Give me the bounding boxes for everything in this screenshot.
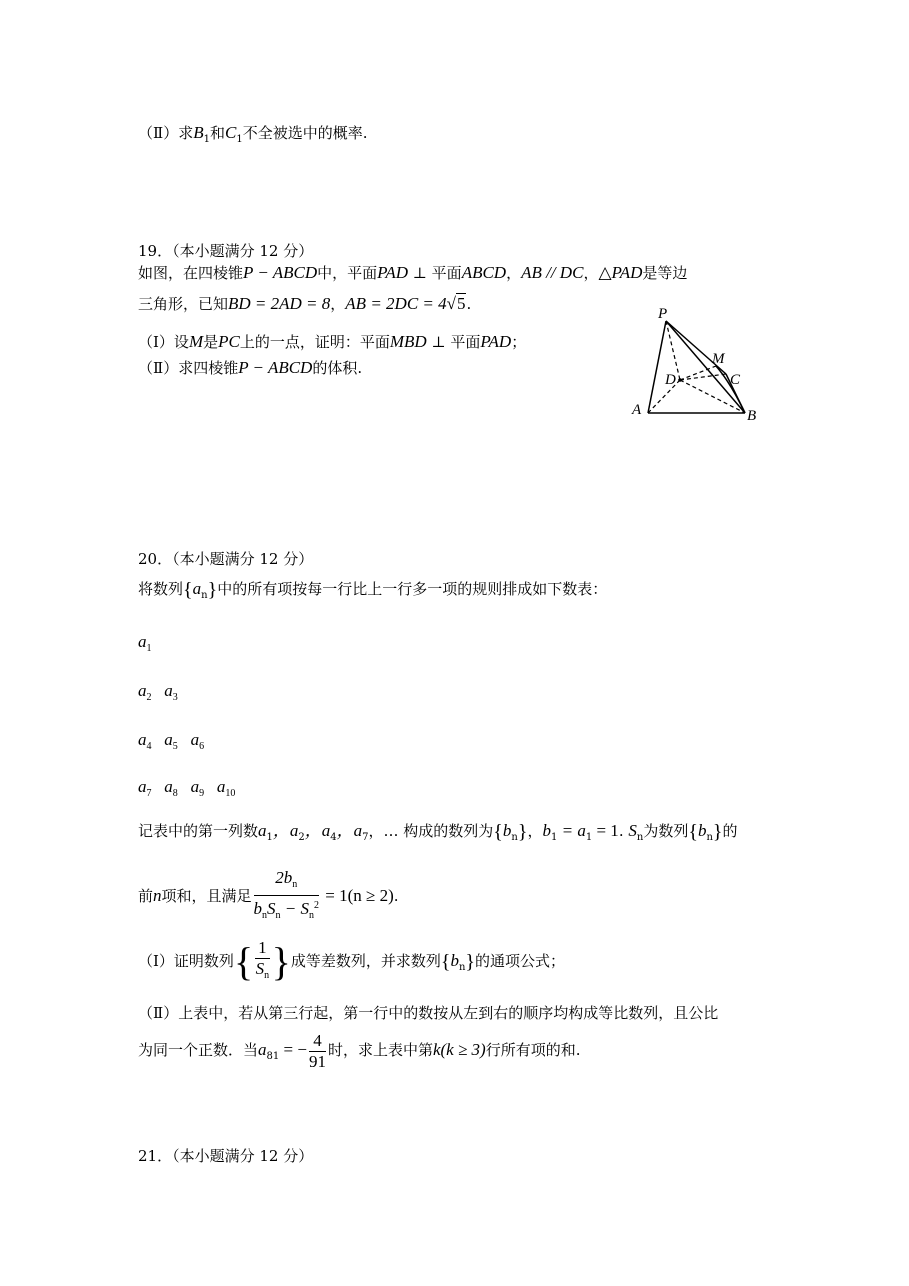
point-D	[678, 378, 682, 382]
label-D: D	[665, 372, 676, 388]
q20-statement-line3: 前n项和，且满足 $\frac{2b_n}{b_nS_n - S_n^2}$ = 1(n ≥ 2).	[138, 868, 399, 926]
fraction: $\frac{1}{S_n}$	[255, 938, 270, 981]
table-cell: $a_2$	[138, 681, 152, 703]
table-row	[138, 632, 160, 654]
q20-part2-line2: 为同一个正数．当$a_{81}$ = − $\frac{4}{91}$ 时，求上表中第k(k ≥ 3)行所有项的和.	[138, 1030, 581, 1071]
table-row	[138, 730, 212, 752]
pyramid-figure	[620, 300, 770, 430]
table-row	[138, 777, 243, 799]
label-B: B	[747, 408, 757, 424]
table-cell: $a_7$	[138, 777, 152, 799]
fraction: $\frac{4}{91}$	[308, 1030, 326, 1071]
label-C: C	[730, 372, 741, 388]
table-cell: $a_5$	[164, 730, 178, 752]
q19-part2: （Ⅱ）求四棱锥P − ABCD的体积.	[138, 358, 363, 377]
table-cell: $a_{10}$	[216, 777, 236, 799]
edge-PB	[666, 321, 745, 413]
q19-header: 19．（本小题满分 12 分）	[138, 242, 314, 260]
fraction: $\frac{2b_n}{b_nS_n - S_n^2}$	[253, 868, 320, 921]
q19-part1: （Ⅰ）设M是PC上的一点，证明：平面MBD ⊥ 平面PAD；	[138, 332, 527, 351]
label-M: M	[712, 351, 725, 367]
table-cell: $a_1$	[138, 632, 152, 654]
q18-part2-line: （Ⅱ）求$B_1$和$C_1$不全被选中的概率.	[138, 123, 368, 145]
q20-part2-line1: （Ⅱ）上表中，若从第三行起，第一行中的数按从左到右的顺序均构成等比数列，且公比	[138, 1004, 719, 1022]
q20-header: 20．（本小题满分 12 分）	[138, 550, 314, 568]
table-row	[138, 681, 186, 703]
table-cell: $a_8$	[164, 777, 178, 799]
sqrt-symbol: √5	[446, 294, 466, 313]
table-cell: $a_3$	[164, 681, 178, 703]
q19-statement-line2: 三角形，已知BD = 2AD = 8，AB = 2DC = 4√5.	[138, 294, 472, 313]
edge-PA	[648, 321, 666, 413]
label-A: A	[632, 402, 642, 418]
table-cell: $a_6$	[190, 730, 205, 752]
table-cell: $a_9$	[190, 777, 205, 799]
q20-statement-line2: 记表中的第一列数$a_1$，$a_2$，$a_4$，$a_7$，… 构成的数列为$\{b_n\}$，$b_1 = a_1 = 1$. $S_n$为数列$\{b_n\}$的	[138, 821, 738, 843]
q20-part1: （Ⅰ）证明数列{ $\frac{1}{S_n}$ }成等差数列，并求数列$\{b_n\}$的通项公式；	[138, 938, 566, 984]
table-cell: $a_4$	[138, 730, 152, 752]
q19-statement-line1: 如图，在四棱锥P − ABCD中，平面PAD ⊥ 平面ABCD，AB // DC，△PAD是等边	[138, 263, 688, 282]
q20-statement-line1: 将数列$\{a_n\}$中的所有项按每一行比上一行多一项的规则排成如下数表：	[138, 579, 608, 601]
label-P: P	[658, 306, 668, 322]
q21-header: 21．（本小题满分 12 分）	[138, 1147, 314, 1165]
